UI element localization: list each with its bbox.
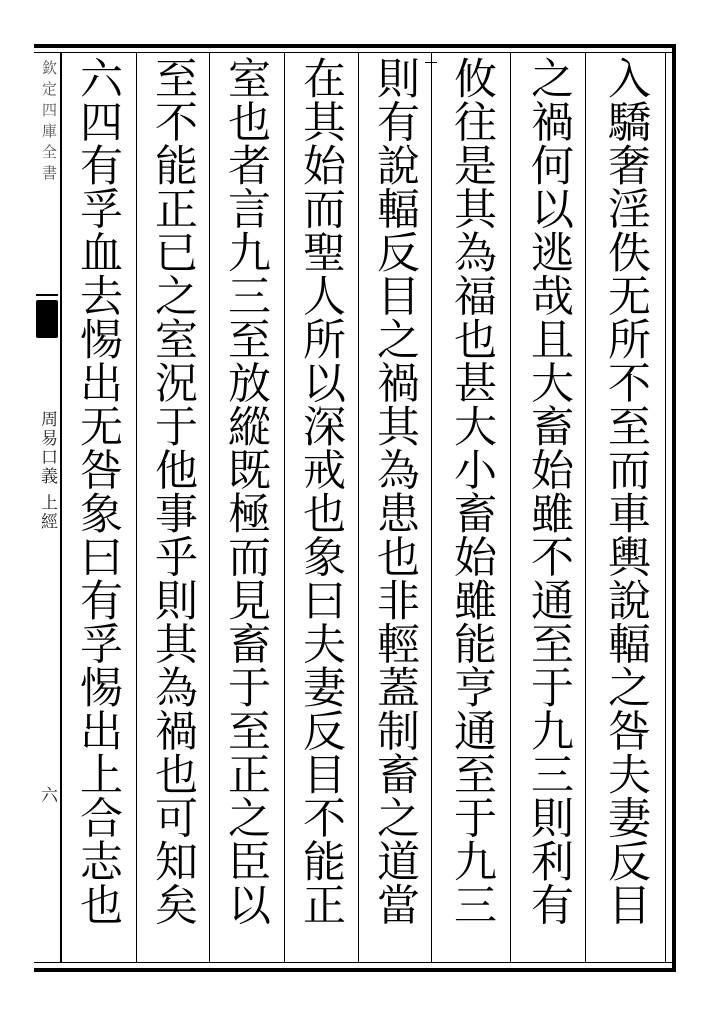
bottom-border-inner: [34, 962, 674, 963]
top-border-inner: [34, 52, 674, 53]
text-column-4: 則有說輻反目之禍其為患也非輕蓋制畜之道當: [370, 56, 420, 926]
column-rule: [136, 52, 137, 962]
right-border-inner: [665, 52, 666, 962]
column-rule: [431, 52, 432, 962]
fish-tail-mark: [36, 300, 58, 338]
right-border: [672, 44, 676, 972]
text-column-2: 之禍何以逃哉且大畜始雖不通至于九三則利有: [524, 56, 574, 926]
text-column-3: 攸往是其為福也甚大小畜始雖能亨通至于九三: [447, 56, 497, 926]
column-rule: [585, 52, 586, 962]
text-column-6: 室也者言九三至放縱既極而見畜于至正之臣以: [221, 56, 271, 926]
text-column-7: 至不能正已之室況于他事乎則其為禍也可知矣: [148, 56, 198, 926]
fish-tail-line: [36, 294, 58, 296]
column-rule: [284, 52, 285, 962]
top-border: [34, 44, 674, 48]
margin-header: 欽定四庫全書: [40, 60, 58, 186]
register-mark: [425, 62, 437, 63]
text-column-5: 在其始而聖人所以深戒也象曰夫妻反目不能正: [296, 56, 346, 926]
bottom-border: [34, 968, 674, 972]
column-rule: [209, 52, 210, 962]
book-title: 周易口義 上經: [37, 410, 57, 532]
page-number: 六: [37, 786, 57, 803]
text-column-8: 六四有孚血去惕出无咎象曰有孚惕出上合志也: [73, 56, 123, 926]
column-rule: [510, 52, 511, 962]
text-column-1: 入驕奢淫佚无所不至而車輿說輻之咎夫妻反目: [601, 56, 651, 926]
column-rule: [358, 52, 359, 962]
